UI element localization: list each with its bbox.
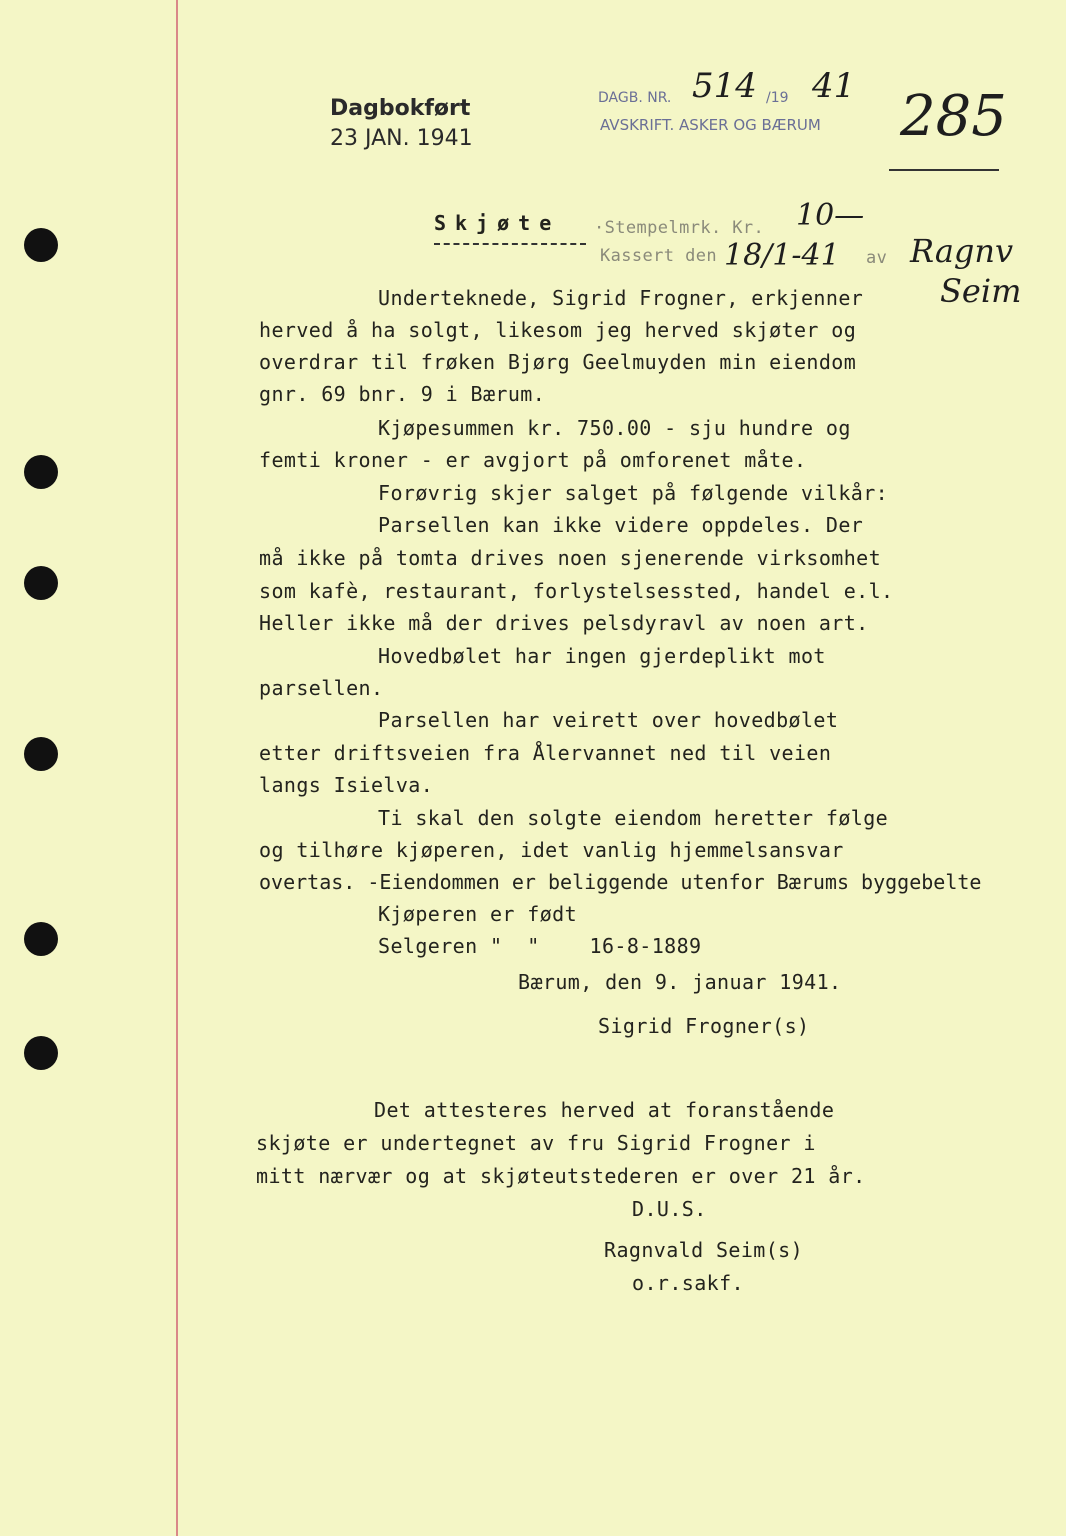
body-line: parsellen. — [259, 676, 384, 700]
dagbokfort-stamp-label: Dagbokført — [330, 96, 471, 121]
body-line: og tilhøre kjøperen, idet vanlig hjemmelsansvar — [259, 838, 844, 862]
red-margin-line — [176, 0, 178, 1536]
body-line: som kafè, restaurant, forlystelsessted, handel e.l. — [259, 579, 894, 603]
body-line: Bærum, den 9. januar 1941. — [518, 970, 842, 994]
body-line: Kjøpesummen kr. 750.00 - sju hundre og — [378, 416, 851, 440]
body-line: må ikke på tomta drives noen sjenerende virksomhet — [259, 546, 882, 570]
punch-hole — [24, 922, 58, 956]
punch-hole — [24, 737, 58, 771]
punch-hole — [24, 455, 58, 489]
body-line: Heller ikke må der drives pelsdyravl av noen art. — [259, 611, 869, 635]
body-line: Kjøperen er født — [378, 902, 578, 926]
title-underline — [434, 243, 586, 245]
register-office: AVSKRIFT. ASKER OG BÆRUM — [600, 116, 821, 134]
body-line: overtas. -Eiendommen er beliggende utenfor Bærums byggebelte — [259, 870, 982, 894]
attest-line: Det attesteres herved at foranstående — [374, 1098, 835, 1122]
punch-hole — [24, 566, 58, 600]
page-number-rule — [889, 169, 999, 171]
punch-hole — [24, 1036, 58, 1070]
body-line: Forøvrig skjer salget på følgende vilkår: — [378, 481, 889, 505]
register-prefix: DAGB. NR. — [598, 90, 672, 106]
page-number: 285 — [900, 84, 1007, 149]
register-year-separator: /19 — [766, 90, 789, 106]
body-line: gnr. 69 bnr. 9 i Bærum. — [259, 382, 546, 406]
attest-line: mitt nærvær og at skjøteutstederen er over 21 år. — [256, 1164, 866, 1188]
body-line: Ti skal den solgte eiendom heretter følge — [378, 806, 889, 830]
body-line: Selgeren " " 16-8-1889 — [378, 934, 702, 958]
stamp-mark-text: ·Stempelmrk. Kr. — [594, 218, 765, 238]
body-line: langs Isielva. — [259, 773, 434, 797]
register-year: 41 — [812, 66, 856, 106]
body-line: Parsellen har veirett over hovedbølet — [378, 708, 839, 732]
seller-signature: Sigrid Frogner(s) — [598, 1014, 810, 1038]
av-text: av — [866, 248, 888, 268]
body-line: femti kroner - er avgjort på omforenet måte. — [259, 448, 807, 472]
punch-hole — [24, 228, 58, 262]
document-title: Skjøte — [434, 211, 561, 235]
dagbokfort-stamp-date: 23 JAN. 1941 — [330, 126, 473, 151]
attest-line: D.U.S. — [632, 1197, 707, 1221]
initials-line-2: Seim — [940, 272, 1022, 310]
initials-line-1: Ragnv — [910, 232, 1014, 270]
kassert-date: 18/1-41 — [724, 238, 840, 273]
body-line: Parsellen kan ikke videre oppdeles. Der — [378, 513, 864, 537]
body-line: etter driftsveien fra Ålervannet ned til veien — [259, 741, 832, 765]
witness-signature: Ragnvald Seim(s) — [604, 1238, 804, 1262]
stamp-amount: 10— — [796, 198, 865, 233]
attest-line: skjøte er undertegnet av fru Sigrid Frogner i — [256, 1131, 816, 1155]
body-line: overdrar til frøken Bjørg Geelmuyden min eiendom — [259, 350, 857, 374]
witness-title: o.r.sakf. — [632, 1271, 744, 1295]
body-line: Hovedbølet har ingen gjerdeplikt mot — [378, 644, 826, 668]
body-line: herved å ha solgt, likesom jeg herved skjøter og — [259, 318, 857, 342]
register-number: 514 — [692, 66, 757, 106]
body-line: Underteknede, Sigrid Frogner, erkjenner — [378, 286, 864, 310]
kassert-text: Kassert den — [600, 246, 717, 266]
